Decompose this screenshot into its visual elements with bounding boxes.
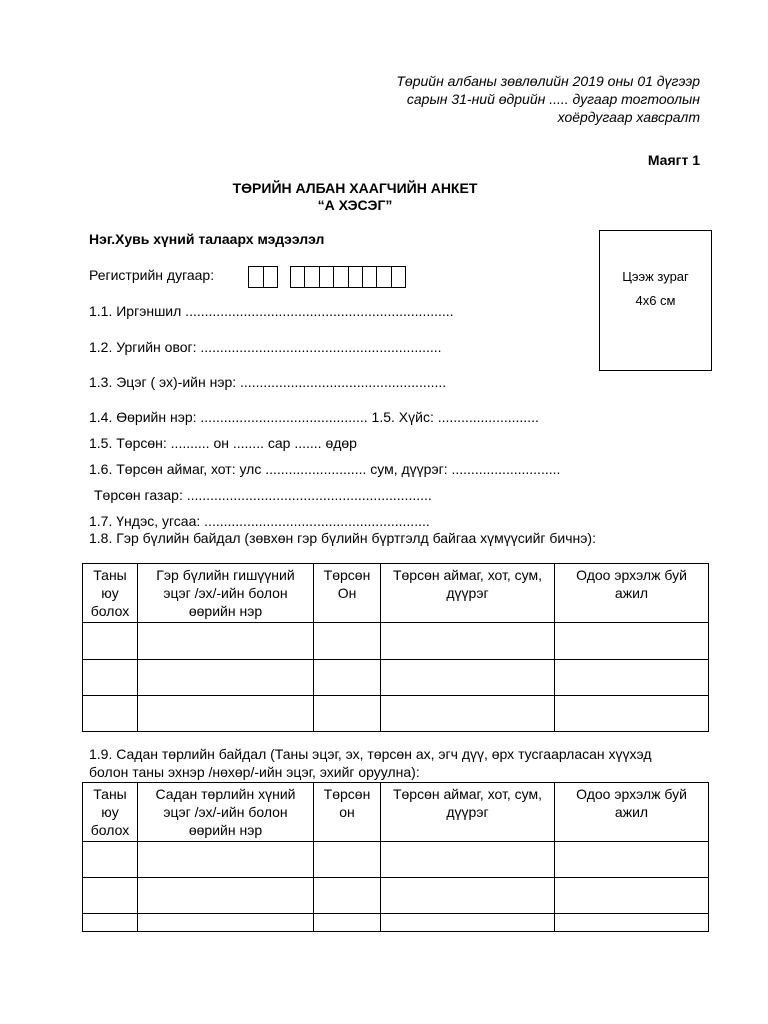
registration-cell[interactable] [291, 267, 305, 287]
registration-cell[interactable] [305, 267, 319, 287]
table-cell[interactable] [381, 914, 555, 932]
table-header: Одоо эрхэлж буй ажил [555, 783, 709, 842]
photo-box [599, 230, 712, 371]
table-cell[interactable] [555, 878, 709, 914]
table-cell[interactable] [555, 914, 709, 932]
own-name-gender-field[interactable]: 1.4. Өөрийн нэр: ........................................... 1.5. Хүйс: .......................... [89, 409, 539, 425]
table-header: Төрсөн он [314, 783, 381, 842]
table-row [83, 914, 709, 932]
relatives-section-intro-line: 1.9. Садан төрлийн байдал (Таны эцэг, эх, төрсөн ах, эгч дүү, өрх тусгаарласан хүүхэд [89, 746, 652, 762]
parent-name-field[interactable]: 1.3. Эцэг ( эх)-ийн нэр: ..................................................... [89, 374, 447, 390]
registration-digits-box[interactable] [290, 266, 406, 288]
table-row [83, 696, 709, 732]
table-cell[interactable] [138, 878, 314, 914]
birth-date-field[interactable]: 1.5. Төрсөн: .......... он ........ сар ....... өдөр [89, 435, 357, 451]
table-cell[interactable] [555, 660, 709, 696]
table-cell[interactable] [83, 842, 138, 878]
birth-place-field[interactable]: 1.6. Төрсөн аймаг, хот: улс .......................... сум, дүүрэг: ............................ [89, 461, 561, 477]
table-cell[interactable] [138, 696, 314, 732]
table-cell[interactable] [83, 696, 138, 732]
clan-name-field[interactable]: 1.2. Ургийн овог: .............................................................. [89, 339, 442, 355]
table-cell[interactable] [83, 623, 138, 660]
appendix-note-line: хоёрдугаар хавсралт [557, 109, 700, 125]
table-header: Таны юу болох [83, 783, 138, 842]
table-cell[interactable] [381, 878, 555, 914]
registration-letters-box[interactable] [248, 266, 278, 288]
photo-box-label: Цээж зураг [622, 269, 689, 284]
form-subtitle: “А ХЭСЭГ” [317, 197, 393, 213]
registration-cell[interactable] [363, 267, 377, 287]
form-number: Маягт 1 [647, 152, 700, 168]
table-header: Садан төрлийн хүний эцэг /эх/-ийн болон өөрийн нэр [138, 783, 314, 842]
table-cell[interactable] [83, 878, 138, 914]
ethnicity-field[interactable]: 1.7. Үндэс, угсаа: .......................................................... [89, 513, 430, 529]
table-cell[interactable] [381, 696, 555, 732]
family-section-intro: 1.8. Гэр бүлийн байдал (зөвхөн гэр бүлийн бүртгэлд байгаа хүмүүсийг бичнэ): [89, 530, 596, 546]
table-cell[interactable] [314, 660, 381, 696]
table-row [83, 878, 709, 914]
table-cell[interactable] [138, 914, 314, 932]
appendix-note-line: сарын 31-ний өдрийн ..... дугаар тогтоолын [406, 91, 700, 107]
table-header-row [83, 783, 709, 842]
table-cell[interactable] [314, 914, 381, 932]
photo-box-size: 4х6 см [635, 293, 676, 308]
table-cell[interactable] [314, 878, 381, 914]
registration-cell[interactable] [349, 267, 363, 287]
table-header: Төрсөн аймаг, хот, сум, дүүрэг [381, 564, 555, 623]
table-header: Төрсөн Он [314, 564, 381, 623]
section-title: Нэг.Хувь хүний талаарх мэдээлэл [89, 231, 325, 247]
table-cell[interactable] [138, 842, 314, 878]
table-cell[interactable] [314, 623, 381, 660]
table-cell[interactable] [138, 623, 314, 660]
relatives-table [82, 782, 709, 932]
form-title: ТӨРИЙН АЛБАН ХААГЧИЙН АНКЕТ [232, 180, 478, 196]
table-row [83, 660, 709, 696]
table-header: Гэр бүлийн гишүүний эцэг /эх/-ийн болон өөрийн нэр [138, 564, 314, 623]
registration-cell[interactable] [320, 267, 334, 287]
family-table [82, 563, 709, 732]
table-cell[interactable] [314, 696, 381, 732]
table-cell[interactable] [83, 914, 138, 932]
table-row [83, 623, 709, 660]
table-header-row [83, 564, 709, 623]
birth-location-field[interactable]: Төрсөн газар: ............................................................... [94, 487, 432, 503]
table-cell[interactable] [555, 696, 709, 732]
table-cell[interactable] [555, 623, 709, 660]
table-cell[interactable] [138, 660, 314, 696]
registration-cell[interactable] [264, 267, 278, 287]
table-header: Таны юу болох [83, 564, 138, 623]
registration-cell[interactable] [377, 267, 391, 287]
appendix-note [280, 72, 700, 126]
table-cell[interactable] [381, 660, 555, 696]
table-cell[interactable] [555, 842, 709, 878]
registration-label: Регистрийн дугаар: [89, 267, 215, 283]
citizenship-field[interactable]: 1.1. Иргэншил ..................................................................... [89, 303, 454, 319]
registration-cell[interactable] [392, 267, 405, 287]
table-header: Төрсөн аймаг, хот, сум, дүүрэг [381, 783, 555, 842]
table-cell[interactable] [381, 842, 555, 878]
appendix-note-line: Төрийн албаны зөвлөлийн 2019 оны 01 дүгээр [396, 73, 700, 89]
table-cell[interactable] [83, 660, 138, 696]
table-cell[interactable] [381, 623, 555, 660]
registration-cell[interactable] [249, 267, 264, 287]
table-header: Одоо эрхэлж буй ажил [555, 564, 709, 623]
relatives-section-intro-line: болон таны эхнэр /нөхөр/-ийн эцэг, эхийг оруулна): [89, 764, 420, 780]
table-row [83, 842, 709, 878]
registration-cell[interactable] [334, 267, 348, 287]
table-cell[interactable] [314, 842, 381, 878]
